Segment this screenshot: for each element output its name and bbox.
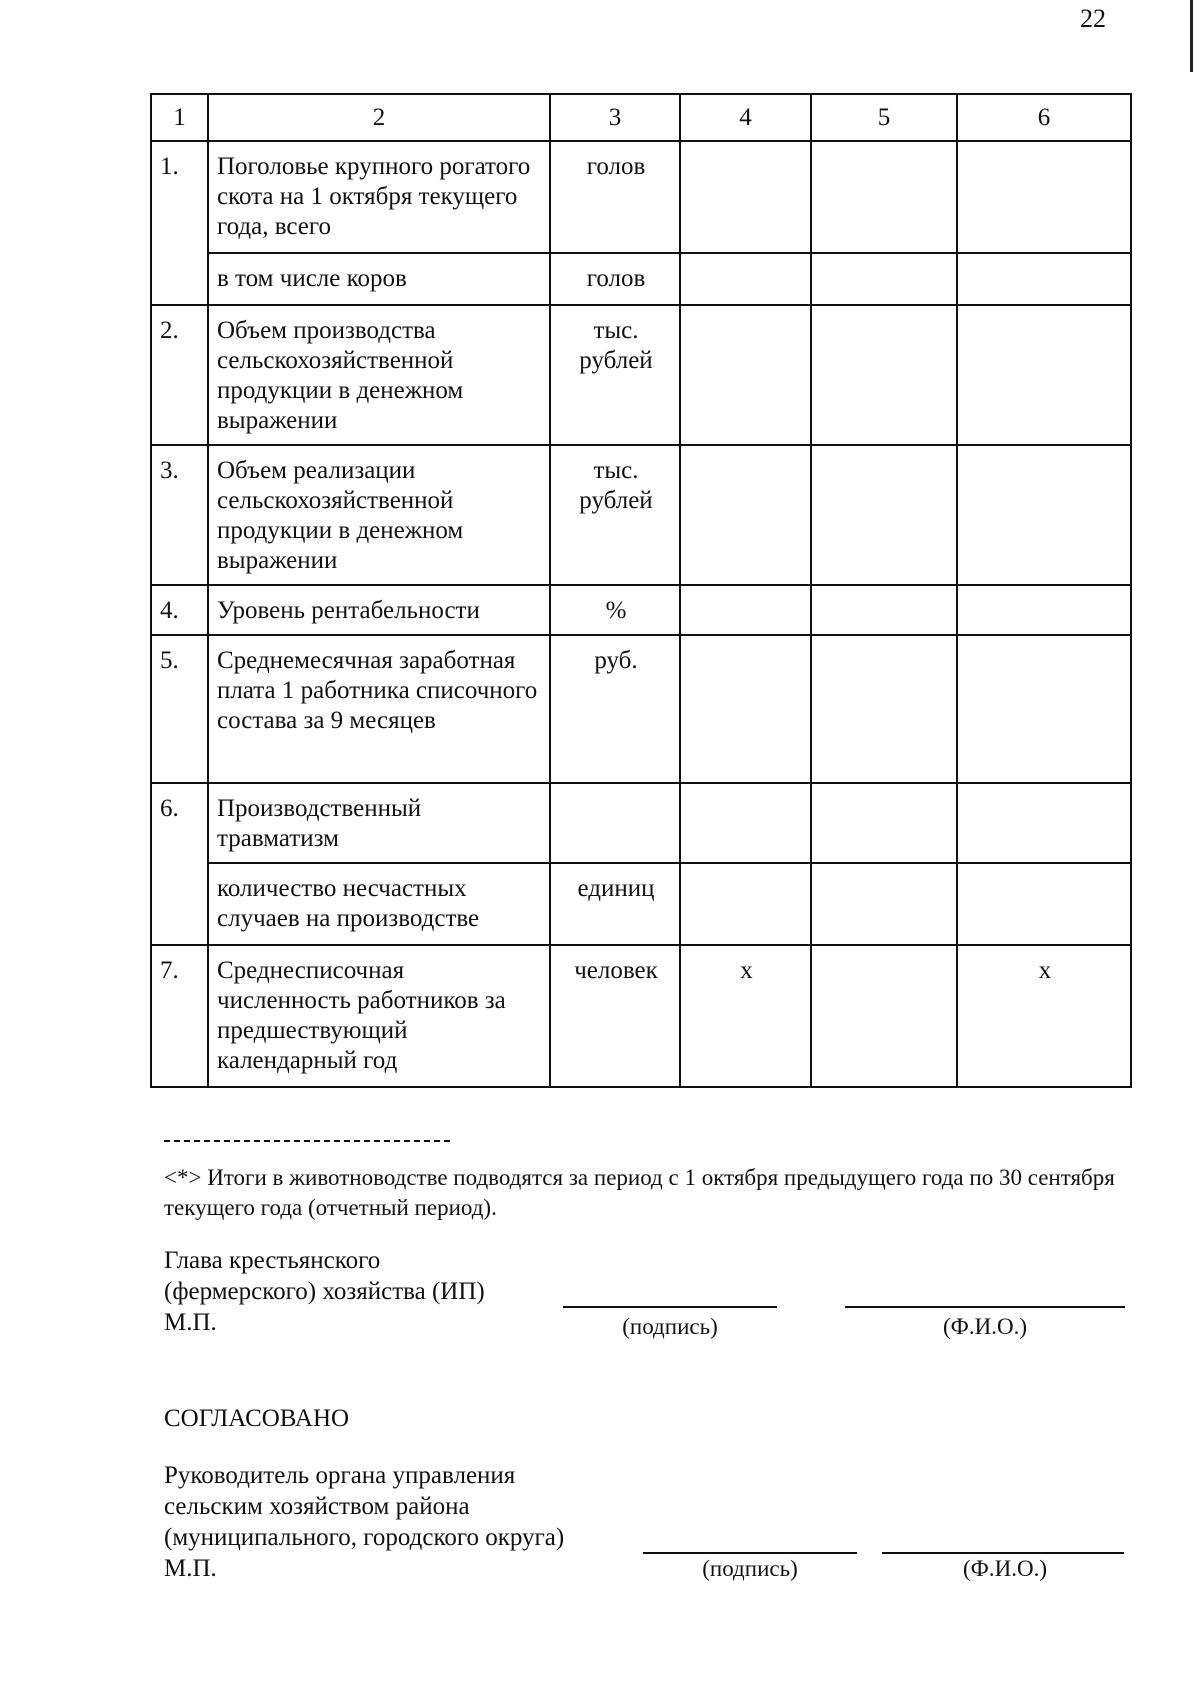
agreed-line3: (муниципального, городского округа) [164, 1524, 565, 1551]
footnote-separator [164, 1140, 450, 1142]
unit-cell: единиц [550, 863, 680, 945]
value-cell-4 [680, 141, 811, 253]
indicator-cell: Среднесписочная численность работников за предшествующий календарный год [208, 945, 550, 1087]
table-row [151, 635, 1131, 783]
head-signature-line [563, 1306, 777, 1308]
value-cell-5 [811, 141, 957, 253]
agreed-signature-block [164, 1460, 564, 1584]
header-col-6: 6 [957, 94, 1131, 141]
header-col-5: 5 [811, 94, 957, 141]
page-number: 22 [1080, 4, 1106, 33]
head-name-caption: (Ф.И.О.) [943, 1314, 1027, 1339]
value-cell-6 [957, 305, 1131, 445]
agreed-line2: сельским хозяйством района [164, 1493, 470, 1520]
report-table [150, 93, 1132, 1088]
row-number: 4. [151, 585, 208, 635]
head-stamp: М.П. [164, 1309, 217, 1336]
header-col-1: 1 [151, 94, 208, 141]
unit-cell: тыс. рублей [550, 445, 680, 585]
agreed-name-caption: (Ф.И.О.) [963, 1556, 1047, 1581]
table-row [151, 141, 1131, 253]
indicator-cell: Объем реализации сельскохозяйственной продукции в денежном выражении [208, 445, 550, 585]
row-number: 1. [151, 141, 208, 305]
value-cell-5 [811, 635, 957, 783]
value-cell-4 [680, 863, 811, 945]
unit-cell: % [550, 585, 680, 635]
indicator-cell: Поголовье крупного рогатого скота на 1 октября текущего года, всего [208, 141, 550, 253]
table-row [151, 863, 1131, 945]
value-cell-4 [680, 585, 811, 635]
value-cell-4 [680, 305, 811, 445]
value-cell-4 [680, 253, 811, 305]
table-row [151, 445, 1131, 585]
agreed-stamp: М.П. [164, 1555, 217, 1582]
value-cell-5 [811, 585, 957, 635]
head-signature-caption: (подпись) [622, 1314, 718, 1339]
value-cell-5 [811, 783, 957, 863]
header-col-2: 2 [208, 94, 550, 141]
value-cell-5 [811, 305, 957, 445]
table-row [151, 305, 1131, 445]
unit-cell: тыс. рублей [550, 305, 680, 445]
value-cell-6: х [957, 945, 1131, 1087]
row-number: 3. [151, 445, 208, 585]
value-cell-6 [957, 635, 1131, 783]
table-row [151, 945, 1131, 1087]
head-signature-block [164, 1245, 485, 1338]
value-cell-5 [811, 863, 957, 945]
head-name-line [845, 1306, 1125, 1308]
unit-cell: голов [550, 141, 680, 253]
footnote: <*> Итоги в животноводстве подводятся за период с 1 октября предыдущего года по 30 сентября текущего года (отчетный период). [164, 1165, 1115, 1220]
value-cell-4: х [680, 945, 811, 1087]
table-row [151, 783, 1131, 863]
agreed-title: СОГЛАСОВАНО [164, 1405, 350, 1432]
head-title-line1: Глава крестьянского [164, 1247, 381, 1274]
value-cell-5 [811, 253, 957, 305]
value-cell-4 [680, 445, 811, 585]
header-col-4: 4 [680, 94, 811, 141]
indicator-cell: количество несчастных случаев на производстве [208, 863, 550, 945]
row-number: 6. [151, 783, 208, 945]
table-row [151, 253, 1131, 305]
row-number: 5. [151, 635, 208, 783]
value-cell-6 [957, 445, 1131, 585]
header-row [151, 94, 1131, 141]
table-row [151, 585, 1131, 635]
indicator-cell: Уровень рентабельности [208, 585, 550, 635]
value-cell-6 [957, 585, 1131, 635]
agreed-name-line [882, 1552, 1124, 1554]
indicator-cell: Производственный травматизм [208, 783, 550, 863]
indicator-cell: Среднемесячная заработная плата 1 работника списочного состава за 9 месяцев [208, 635, 550, 783]
value-cell-6 [957, 253, 1131, 305]
unit-cell: руб. [550, 635, 680, 783]
head-title-line2: (фермерского) хозяйства (ИП) [164, 1278, 485, 1305]
unit-cell [550, 783, 680, 863]
value-cell-4 [680, 635, 811, 783]
value-cell-5 [811, 445, 957, 585]
row-number: 2. [151, 305, 208, 445]
row-number: 7. [151, 945, 208, 1087]
agreed-signature-line [643, 1552, 857, 1554]
unit-cell: человек [550, 945, 680, 1087]
unit-cell: голов [550, 253, 680, 305]
value-cell-4 [680, 783, 811, 863]
agreed-signature-caption: (подпись) [702, 1556, 798, 1581]
value-cell-6 [957, 863, 1131, 945]
indicator-cell: в том числе коров [208, 253, 550, 305]
value-cell-6 [957, 783, 1131, 863]
value-cell-6 [957, 141, 1131, 253]
header-col-3: 3 [550, 94, 680, 141]
value-cell-5 [811, 945, 957, 1087]
agreed-line1: Руководитель органа управления [164, 1462, 516, 1489]
indicator-cell: Объем производства сельскохозяйственной продукции в денежном выражении [208, 305, 550, 445]
scan-edge-mark [1190, 0, 1193, 72]
